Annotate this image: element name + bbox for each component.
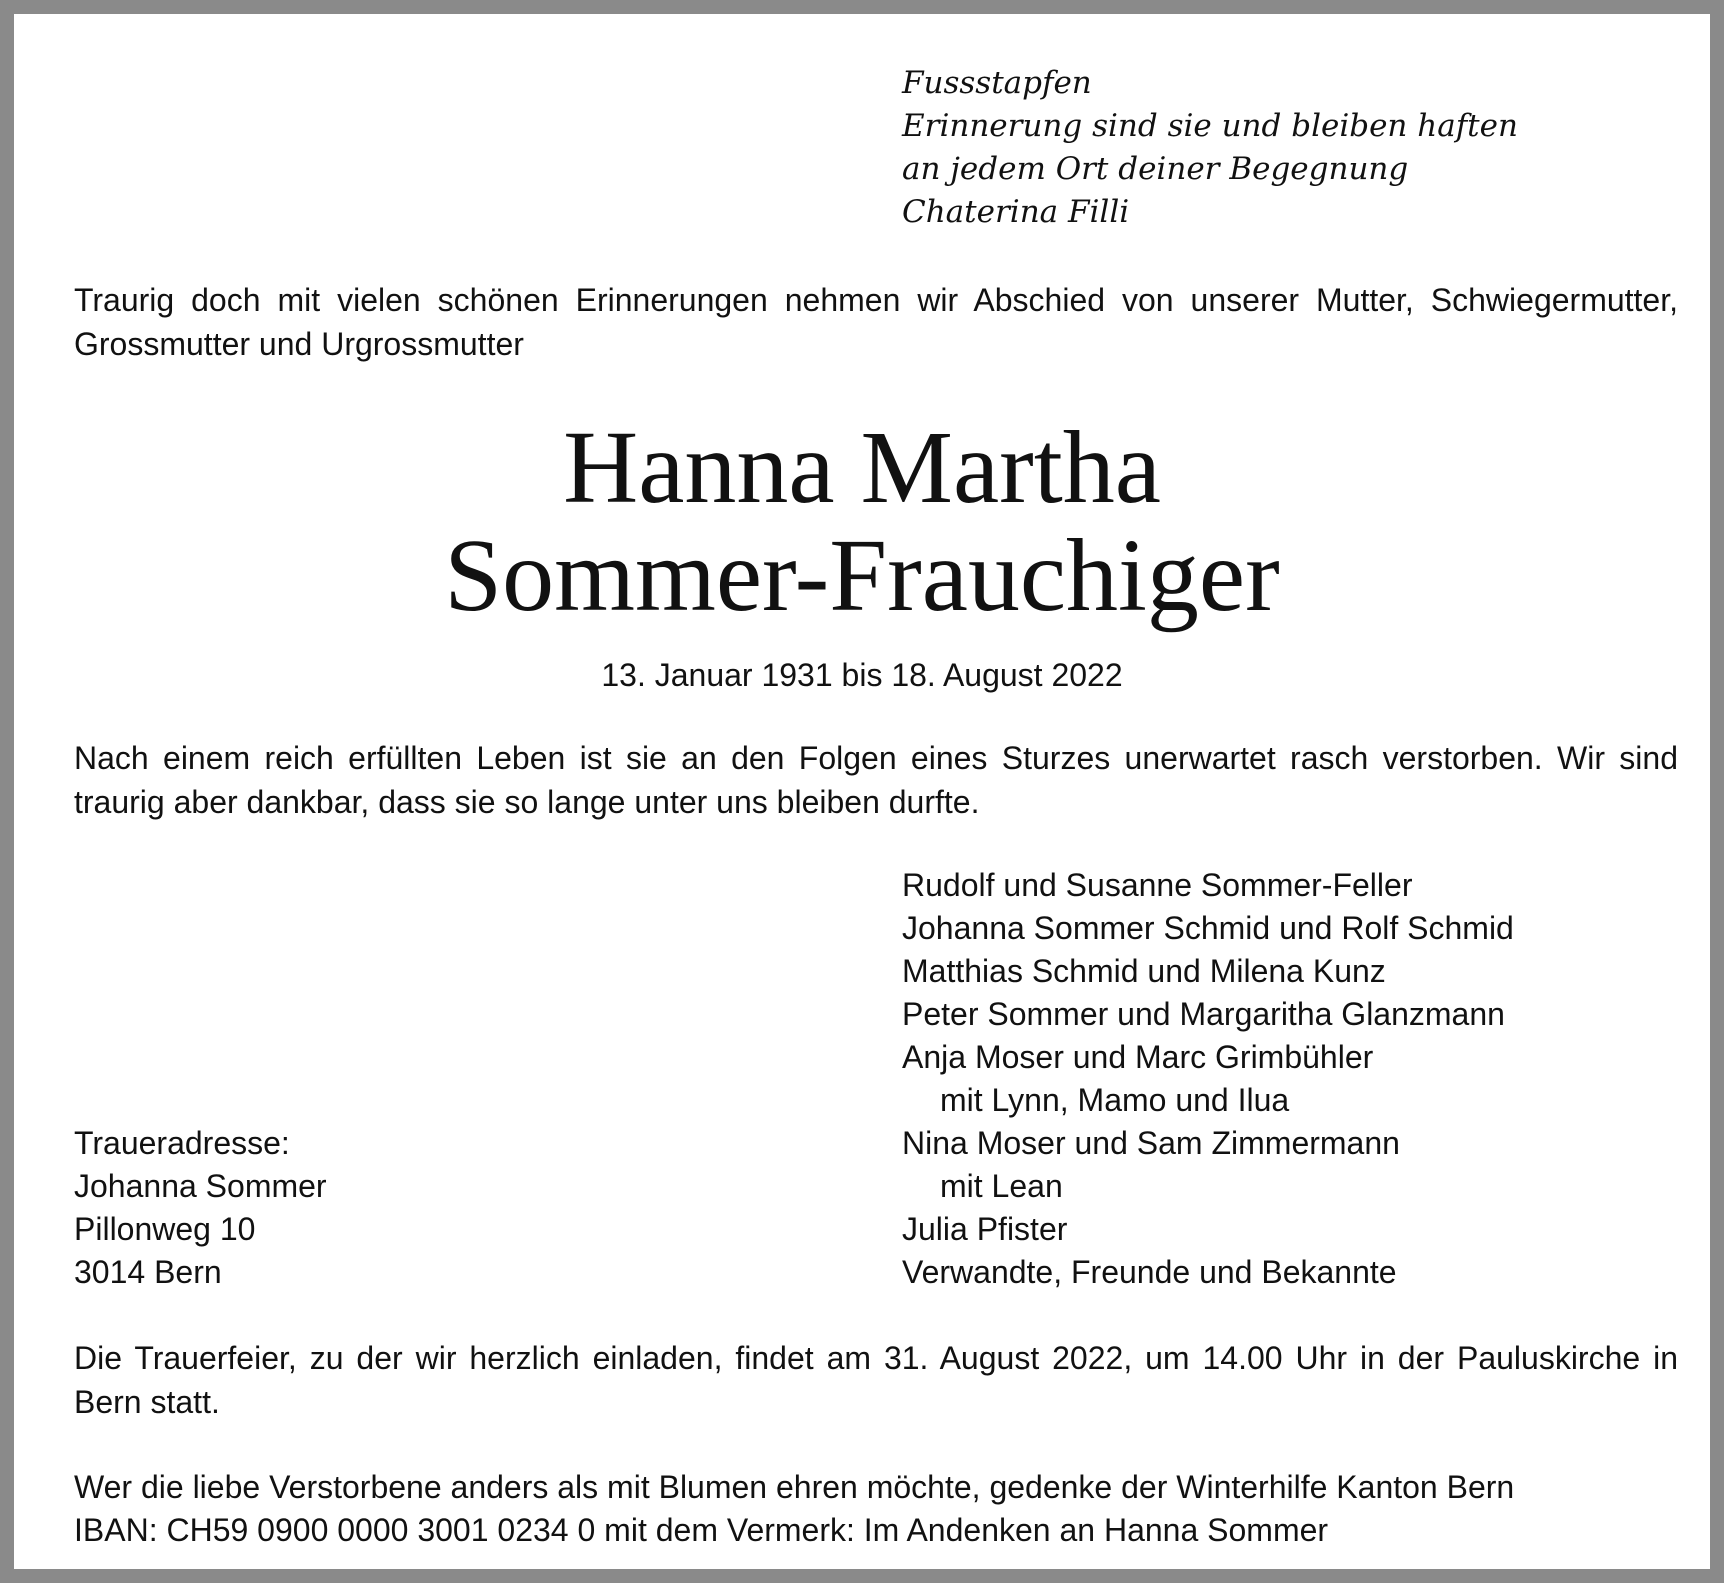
mourner-line: Rudolf und Susanne Sommer-Feller xyxy=(902,867,1413,903)
donation-note xyxy=(74,1466,1514,1552)
iban-line: IBAN: CH59 0900 0000 3001 0234 0 mit dem Vermerk: Im Andenken an Hanna Sommer xyxy=(74,1512,1329,1548)
deceased-name xyxy=(14,410,1710,633)
mourner-line: Nina Moser und Sam Zimmermann xyxy=(902,1125,1400,1161)
poem-author: Chaterina Filli xyxy=(902,194,1130,230)
mourners-list xyxy=(902,864,1514,1294)
mourner-line: Peter Sommer und Margaritha Glanzmann xyxy=(902,996,1505,1032)
ceremony-text: Die Trauerfeier, zu der wir herzlich einladen, findet am 31. August 2022, um 14.00 Uhr in der Pauluskirche in Bern statt. xyxy=(74,1340,1678,1420)
message-text: Nach einem reich erfüllten Leben ist sie an den Folgen eines Sturzes unerwartet rasch verstorben. Wir sind traurig aber dankbar, dass sie so lange unter uns bleiben durfte. xyxy=(74,740,1678,820)
address-street: Pillonweg 10 xyxy=(74,1211,256,1247)
mourner-line: Anja Moser und Marc Grimbühler xyxy=(902,1039,1374,1075)
donation-line: Wer die liebe Verstorbene anders als mit Blumen ehren möchte, gedenke der Winterhilfe Kanton Bern xyxy=(74,1469,1515,1505)
intro-text: Traurig doch mit vielen schönen Erinnerungen nehmen wir Abschied von unserer Mutter, Schwiegermutter, Grossmutter und Urgrossmutter xyxy=(74,282,1678,362)
poem-line: an jedem Ort deiner Begegnung xyxy=(902,151,1409,187)
mourner-line: Julia Pfister xyxy=(902,1211,1068,1247)
life-dates: 13. Januar 1931 bis 18. August 2022 xyxy=(601,657,1123,693)
mourner-children-line: mit Lean xyxy=(940,1168,1063,1204)
obituary-notice xyxy=(14,14,1710,1569)
address-label: Traueradresse: xyxy=(74,1125,290,1161)
address-city: 3014 Bern xyxy=(74,1254,222,1290)
mourner-line: Johanna Sommer Schmid und Rolf Schmid xyxy=(902,910,1514,946)
mourner-children-line: mit Lynn, Mamo und Ilua xyxy=(940,1082,1290,1118)
poem-title: Fussstapfen xyxy=(902,65,1092,101)
deceased-given-names: Hanna Martha xyxy=(563,410,1161,525)
poem-line: Erinnerung sind sie und bleiben haften xyxy=(902,108,1518,144)
mourner-line: Matthias Schmid und Milena Kunz xyxy=(902,953,1386,989)
mourning-address xyxy=(74,1122,327,1294)
deceased-family-name: Sommer-Frauchiger xyxy=(444,518,1280,633)
poem xyxy=(902,62,1518,234)
mourner-line: Verwandte, Freunde und Bekannte xyxy=(902,1254,1397,1290)
address-name: Johanna Sommer xyxy=(74,1168,327,1204)
